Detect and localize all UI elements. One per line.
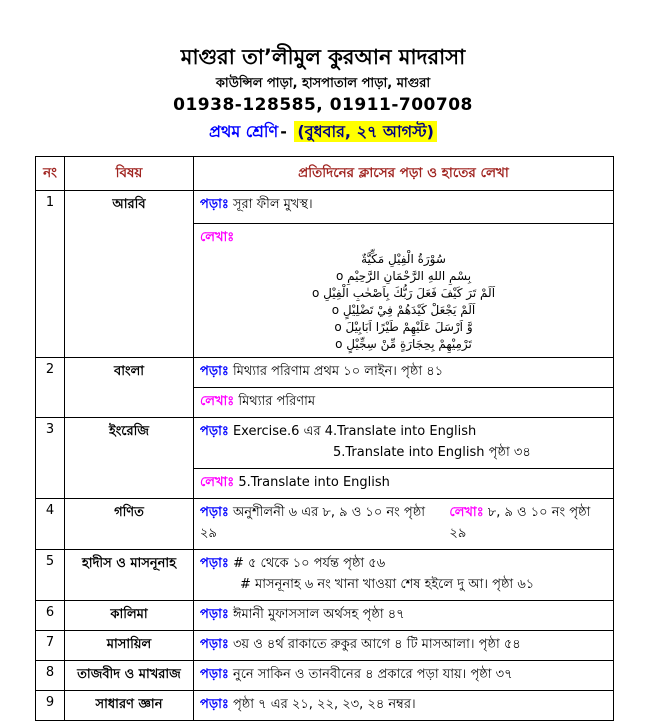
pora-text-line1: # ৫ থেকে ১০ পর্যন্ত পৃষ্ঠা ৫৬ <box>232 556 386 571</box>
pora-label: পড়াঃ <box>200 364 229 379</box>
row-number: 4 <box>36 499 65 550</box>
arabic-line: o تَرْمِيْهِمْ بِحِجَارَةٍ مِّنْ سِجِّيْلٍ <box>335 337 472 351</box>
lekha-label: লেখাঃ <box>449 505 484 520</box>
table-header-row <box>36 157 614 191</box>
pora-text: ৩য় ও ৪র্থ রাকাতে রুকুর আগে ৪ টি মাসআলা। পৃষ্ঠা ৫৪ <box>232 637 521 652</box>
table-row-english <box>36 418 614 469</box>
arabic-line: o بِسْمِ اللهِ الرَّحْمَانِ الرَّحِيْمِ <box>335 269 472 283</box>
table-row-masail <box>36 631 614 661</box>
lekha-label: লেখাঃ <box>200 230 235 245</box>
pora-cell-tajweed <box>194 661 614 691</box>
pora-cell-arabic <box>194 191 614 224</box>
lekha-text: ৮, ৯ ও ১০ নং পৃষ্ঠা ২৯ <box>449 505 591 541</box>
school-address: কাউন্সিল পাড়া, হাসপাতাল পাড়া, মাগুরা <box>215 76 431 91</box>
table-row-hadith <box>36 550 614 601</box>
row-number: 3 <box>36 418 65 499</box>
pora-label: পড়াঃ <box>200 424 229 439</box>
pora-text: নুনে সাকিন ও তানবীনের ৪ প্রকারে পড়া যায়। পৃষ্ঠা ৩৭ <box>232 667 513 682</box>
pora-label: পড়াঃ <box>200 637 229 652</box>
date-highlight: (বুধবার, ২৭ আগস্ট) <box>294 121 437 142</box>
lekha-label: লেখাঃ <box>200 475 235 490</box>
pora-lekha-cell-math <box>194 499 614 550</box>
pora-cell-bangla <box>194 358 614 388</box>
lekha-cell-arabic <box>194 224 614 358</box>
lesson-table <box>35 156 614 721</box>
pora-label: পড়াঃ <box>200 607 229 622</box>
phone-numbers: 01938-128585, 01911-700708 <box>173 95 473 115</box>
pora-cell-english <box>194 418 614 469</box>
row-number: 2 <box>36 358 65 418</box>
subject-english: ইংরেজি <box>65 418 194 499</box>
pora-cell-general-knowledge <box>194 691 614 721</box>
school-name: মাগুরা তা’লীমুল কুরআন মাদরাসা <box>180 45 466 69</box>
arabic-line: سُوْرَةُ الْفِيْلِ مَكِّيَّةٌ <box>361 252 446 266</box>
row-number: 9 <box>36 691 65 721</box>
pora-cell-kalima <box>194 601 614 631</box>
subject-hadith: হাদীস ও মাসনূনাহ <box>65 550 194 601</box>
table-row-tajweed <box>36 661 614 691</box>
subject-kalima: কালিমা <box>65 601 194 631</box>
pora-text: ঈমানী মুফাসসাল অর্থসহ পৃষ্ঠা ৪৭ <box>232 607 405 622</box>
pora-part <box>200 503 439 545</box>
subject-tajweed: তাজবীদ ও মাখরাজ <box>65 661 194 691</box>
document-header <box>0 44 646 143</box>
lekha-part <box>449 503 607 545</box>
separator-dash: - <box>280 122 287 141</box>
column-header-number: নং <box>36 157 65 191</box>
pora-text: পৃষ্ঠা ৭ এর ২১, ২২, ২৩, ২৪ নম্বর। <box>232 697 416 712</box>
row-number: 8 <box>36 661 65 691</box>
table-row-math <box>36 499 614 550</box>
arabic-line: o وَّ اَرْسَلَ عَلَيْهِمْ طَيْرًا اَبَابِيْلَ <box>334 320 473 334</box>
arabic-line: o اَلَمْ يَجْعَلْ كَيْدَهُمْ فِيْ تَضْلِيْلٍ <box>331 303 476 317</box>
pora-label: পড়াঃ <box>200 197 229 212</box>
pora-text-line2: # মাসনূনাহ ৬ নং খানা খাওয়া শেষ হইলে দু আ। পৃষ্ঠা ৬১ <box>240 577 535 592</box>
class-date-line <box>0 121 646 143</box>
table-row-arabic <box>36 191 614 224</box>
pora-label: পড়াঃ <box>200 667 229 682</box>
pora-text: সূরা ফীল মুখস্থ। <box>232 197 313 212</box>
pora-text-line2: 5.Translate into English পৃষ্ঠা ৩৪ <box>333 445 531 460</box>
column-header-lessons: প্রতিদিনের ক্লাসের পড়া ও হাতের লেখা <box>194 157 614 191</box>
lekha-cell-bangla <box>194 388 614 418</box>
lekha-cell-english <box>194 469 614 499</box>
pora-text: মিথ্যার পরিণাম প্রথম ১০ লাইন। পৃষ্ঠা ৪১ <box>232 364 444 379</box>
row-number: 7 <box>36 631 65 661</box>
arabic-line: o اَلَمْ تَرَ كَيْفَ فَعَلَ رَبُّكَ بِاَصْحٰبِ الْفِيْلِ <box>311 286 496 300</box>
row-number: 1 <box>36 191 65 358</box>
class-name: প্রথম শ্রেণি <box>209 122 279 141</box>
table-row-kalima <box>36 601 614 631</box>
subject-math: গণিত <box>65 499 194 550</box>
pora-text-line1: Exercise.6 এর 4.Translate into English <box>232 424 477 439</box>
row-number: 5 <box>36 550 65 601</box>
row-number: 6 <box>36 601 65 631</box>
pora-cell-hadith <box>194 550 614 601</box>
pora-cell-masail <box>194 631 614 661</box>
lekha-text: 5.Translate into English <box>238 475 390 490</box>
column-header-subject: বিষয় <box>65 157 194 191</box>
arabic-verses <box>200 251 607 353</box>
subject-general-knowledge: সাধারণ জ্ঞান <box>65 691 194 721</box>
subject-masail: মাসায়িল <box>65 631 194 661</box>
table-row-general-knowledge <box>36 691 614 721</box>
pora-text: অনুশীলনী ৬ এর ৮, ৯ ও ১০ নং পৃষ্ঠা ২৯ <box>200 505 425 541</box>
subject-arabic: আরবি <box>65 191 194 358</box>
subject-bangla: বাংলা <box>65 358 194 418</box>
lekha-label: লেখাঃ <box>200 394 235 409</box>
pora-label: পড়াঃ <box>200 505 229 520</box>
table-row-bangla <box>36 358 614 388</box>
pora-label: পড়াঃ <box>200 556 229 571</box>
lekha-text: মিথ্যার পরিণাম <box>238 394 316 409</box>
pora-label: পড়াঃ <box>200 697 229 712</box>
